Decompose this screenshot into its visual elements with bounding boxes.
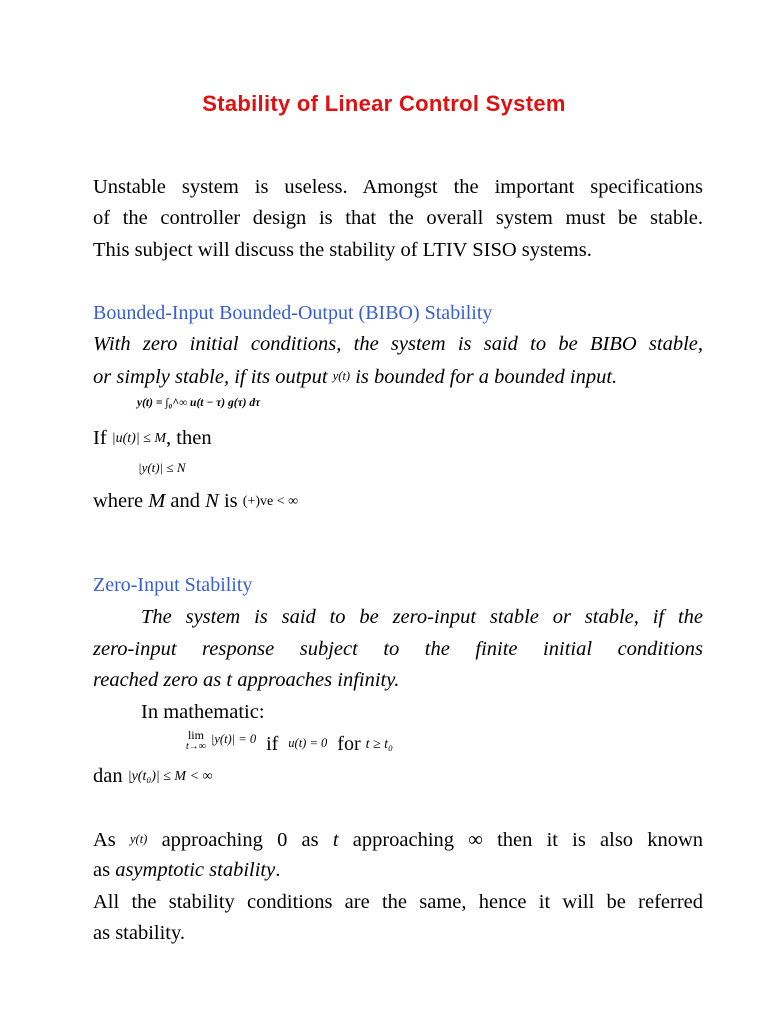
- symbol-M: M: [148, 490, 166, 512]
- then-word: , then: [166, 427, 212, 449]
- positive-finite-condition: (+)ve < ∞: [242, 494, 299, 509]
- zero-input-heading: Zero-Input Stability: [93, 574, 253, 596]
- bibo-where-line: [93, 488, 298, 515]
- where-word: where: [93, 490, 144, 512]
- infinity-symbol: ∞: [468, 829, 483, 851]
- bibo-heading: Bounded-Input Bounded-Output (BIBO) Stability: [93, 302, 493, 324]
- limit-condition-line: [186, 730, 393, 758]
- asymptotic-stability-term: asymptotic stability: [115, 859, 276, 881]
- initial-output-bound: |y(t₀)| ≤ M < ∞: [127, 769, 213, 784]
- zero-input-definition-line-3: reached zero as t approaches infinity.: [93, 669, 400, 691]
- asymptotic-line-4: as stability.: [93, 922, 186, 944]
- asymptotic-line-1: [93, 826, 703, 853]
- intro-line-1: Unstable system is useless. Amongst the important specifications: [93, 176, 703, 198]
- asymptotic-line-3: All the stability conditions are the same, hence it will be referred: [93, 891, 703, 913]
- dan-line: [93, 763, 213, 790]
- intro-line-2: of the controller design is that the overall system must be stable.: [93, 207, 703, 229]
- approaching-text-2: approaching: [352, 829, 455, 851]
- bibo-def-text-a: or simply stable, if its output: [93, 366, 328, 388]
- approaching-text: approaching 0 as: [161, 829, 319, 851]
- math-intro: In mathematic:: [141, 701, 265, 723]
- lim-text: lim: [187, 728, 204, 742]
- bibo-definition-line-1: With zero initial conditions, the system is said to be BIBO stable,: [93, 333, 703, 355]
- page-title: Stability of Linear Control System: [202, 91, 566, 116]
- intro-line-3: This subject will discuss the stability of LTIV SISO systems.: [93, 239, 592, 261]
- limit-operator: [186, 730, 206, 752]
- asymptotic-line-2: [93, 857, 280, 883]
- if-word-2: if: [266, 733, 279, 755]
- zero-input-condition: u(t) = 0: [288, 736, 328, 750]
- input-bound-expression: |u(t)| ≤ M: [111, 431, 167, 446]
- as-word: As: [93, 829, 116, 851]
- lim-subscript: t→∞: [186, 741, 206, 752]
- zero-input-definition-line-2: zero-input response subject to the finite initial conditions: [93, 638, 703, 660]
- as-word-2: as: [93, 859, 111, 881]
- is-word: is: [223, 490, 238, 512]
- bibo-if-line: [93, 425, 212, 452]
- bibo-definition-line-2: [93, 363, 617, 390]
- if-word: If: [93, 427, 107, 449]
- limit-expression: |y(t)| = 0: [210, 732, 257, 746]
- period: .: [275, 859, 281, 881]
- convolution-equation: y(t) = ∫₀^∞ u(t − τ) g(τ) dτ: [137, 397, 261, 409]
- and-word: and: [170, 490, 201, 512]
- time-condition: t ≥ t₀: [365, 737, 393, 752]
- symbol-N: N: [205, 490, 219, 512]
- dan-word: dan: [93, 765, 123, 787]
- symbol-t: t: [332, 829, 339, 851]
- for-word: for: [337, 733, 361, 755]
- zero-input-definition-line-1: The system is said to be zero-input stable or stable, if the: [141, 606, 703, 628]
- bibo-def-text-b: is bounded for a bounded input.: [355, 366, 618, 388]
- output-symbol: y(t): [332, 369, 351, 383]
- known-text: then it is also known: [497, 829, 704, 851]
- output-bound-expression: |y(t)| ≤ N: [138, 460, 186, 475]
- output-symbol-2: y(t): [130, 832, 148, 846]
